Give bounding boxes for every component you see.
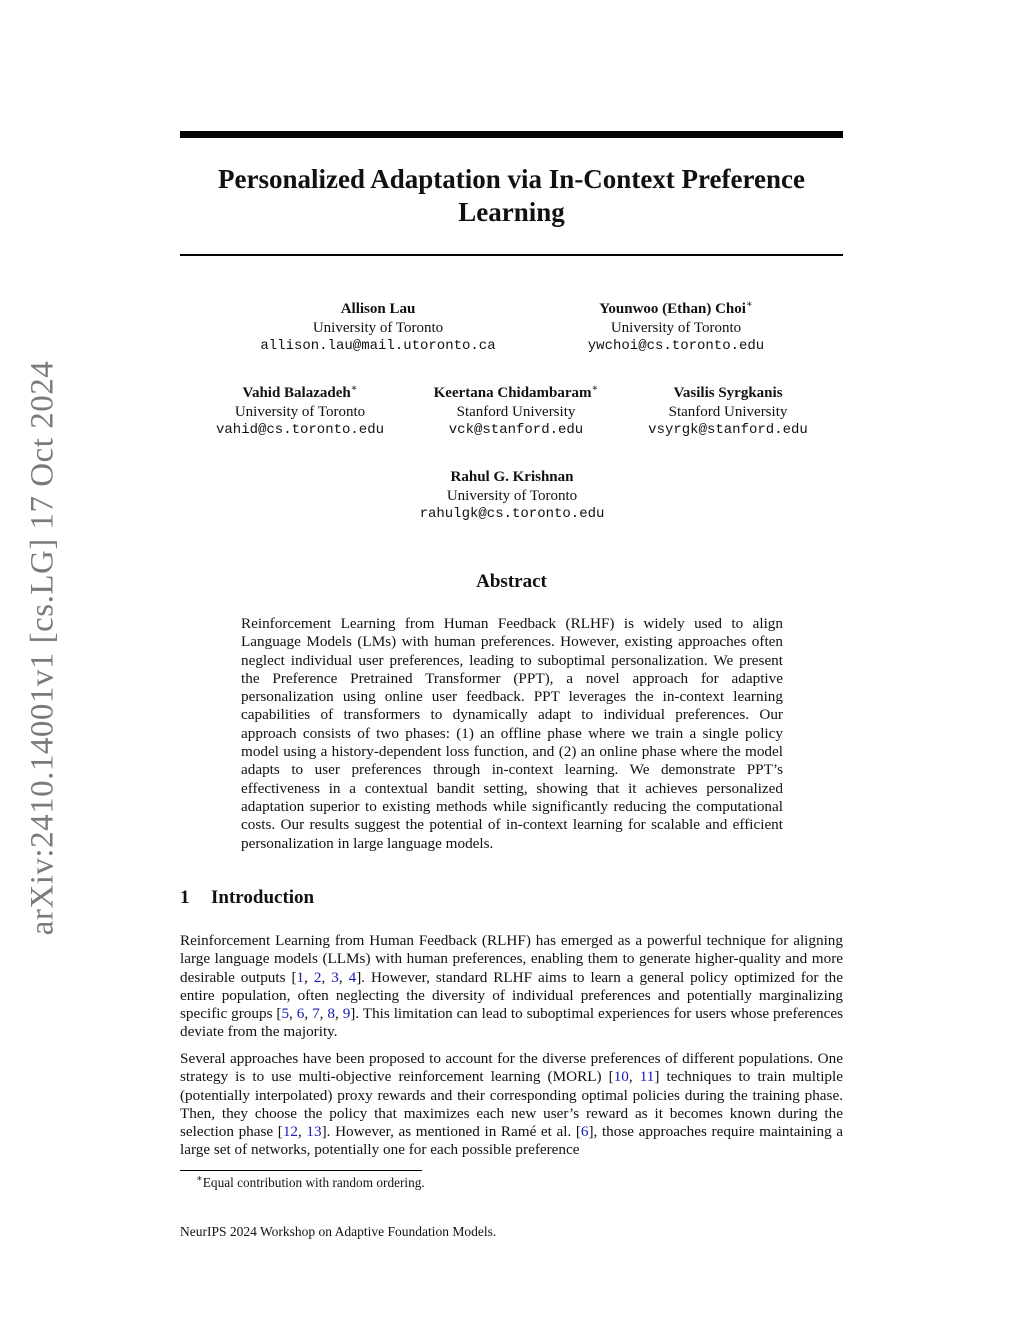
arxiv-stamp: arXiv:2410.14001v1 [cs.LG] 17 Oct 2024 xyxy=(24,360,61,936)
footnote: ∗Equal contribution with random ordering. xyxy=(196,1173,425,1190)
citation-link[interactable]: 4 xyxy=(348,968,357,986)
author-name: Vasilis Syrgkanis xyxy=(673,385,783,401)
citation-link[interactable]: 3 xyxy=(331,968,339,986)
section-number: 1 xyxy=(180,887,190,908)
section-title: Introduction xyxy=(211,887,315,908)
citation-link[interactable]: 6 xyxy=(580,1123,589,1141)
citation-link[interactable]: 13 xyxy=(306,1123,322,1141)
author-block xyxy=(526,300,826,356)
author-affiliation: University of Toronto xyxy=(446,487,578,504)
author-email[interactable]: vsyrgk@stanford.edu xyxy=(648,422,808,438)
author-block xyxy=(372,468,652,524)
author-affiliation: University of Toronto xyxy=(234,403,366,420)
author-affiliation: University of Toronto xyxy=(312,319,444,336)
author-affiliation: Stanford University xyxy=(668,403,788,420)
paper-title: Personalized Adaptation via In-Context Preference Learning xyxy=(218,164,805,227)
author-name: Younwoo (Ethan) Choi∗ xyxy=(599,299,753,317)
abstract-heading: Abstract xyxy=(476,571,547,592)
footnote-rule xyxy=(180,1170,422,1171)
author-name: Keertana Chidambaram∗ xyxy=(433,383,599,401)
intro-paragraph-1: Reinforcement Learning from Human Feedback (RLHF) has emerged as a powerful technique for aligning large language models (LLMs) with human preferences, enabling them to generate higher-quality and more desirable outputs [1, 2, 3, 4]. However, standard RLHF aims to learn a general policy optimized for the entire population, often neglecting the diversity of individual preferences and potentially marginalizing specific groups [5, 6, 7, 8, 9]. This limitation can lead to suboptimal experiences for users whose preferences deviate from the majority. xyxy=(180,932,844,1041)
citation-link[interactable]: 2 xyxy=(313,968,322,986)
author-email[interactable]: allison.lau@mail.utoronto.ca xyxy=(260,338,496,354)
author-name: Vahid Balazadeh∗ xyxy=(242,383,358,401)
author-name: Allison Lau xyxy=(340,301,416,317)
author-email[interactable]: vck@stanford.edu xyxy=(448,422,584,438)
author-affiliation: University of Toronto xyxy=(610,319,742,336)
intro-paragraph-2: Several approaches have been proposed to account for the diverse preferences of different populations. One strategy is to use multi-objective reinforcement learning (MORL) [10, 11] techniques to train multiple (potentially interpolated) proxy rewards and their corresponding optimal policies during the training phase. Then, they choose the policy that maximizes each new user’s reward as it becomes known during the selection phase [12, 13]. However, as mentioned in Ramé et al. [6], those approaches require maintaining a large set of networks, potentially one for each possible preference xyxy=(180,1050,844,1159)
author-block xyxy=(228,300,528,356)
citation-link[interactable]: 10 xyxy=(613,1068,629,1086)
title-top-rule xyxy=(180,131,843,138)
venue-note: NeurIPS 2024 Workshop on Adaptive Foundation Models. xyxy=(180,1224,497,1239)
abstract-text: Reinforcement Learning from Human Feedback (RLHF) is widely used to align Language Models (LMs) with human preferences. However, existing approaches often neglect individual user preferences, leading to suboptimal personalization. We present the Preference Pretrained Transformer (PPT), a novel approach for adaptive personalization using online user feedback. PPT leverages the in-context learning capabilities of transformers to dynamically adapt to individual preferences. Our approach consists of two phases: (1) an offline phase where we train a single policy model using a history-dependent loss function, and (2) an online phase where the model adapts to user preferences through in-context learning. We demonstrate PPT’s effectiveness in a contextual bandit setting, showing that it achieves personalized adaptation superior to existing methods while significantly reducing the computational costs. Our results suggest the potential of in-context learning for scalable and efficient personalization in large language models. xyxy=(241,615,783,852)
author-block xyxy=(618,384,838,440)
author-email[interactable]: ywchoi@cs.toronto.edu xyxy=(587,338,765,354)
citation-link[interactable]: 6 xyxy=(296,1005,305,1023)
author-block xyxy=(396,384,636,440)
citation-link[interactable]: 5 xyxy=(281,1005,290,1023)
citation-link[interactable]: 11 xyxy=(639,1068,655,1086)
section-heading xyxy=(180,887,314,909)
author-email[interactable]: rahulgk@cs.toronto.edu xyxy=(419,506,605,522)
citation-link[interactable]: 12 xyxy=(282,1123,299,1141)
title-bottom-rule xyxy=(180,254,843,256)
citation-link[interactable]: 7 xyxy=(312,1005,320,1023)
author-name: Rahul G. Krishnan xyxy=(450,469,574,485)
author-email[interactable]: vahid@cs.toronto.edu xyxy=(215,422,385,438)
citation-link[interactable]: 8 xyxy=(327,1005,335,1023)
author-block xyxy=(190,384,410,440)
author-affiliation: Stanford University xyxy=(456,403,576,420)
citation-link[interactable]: 1 xyxy=(296,968,305,986)
citation-link[interactable]: 9 xyxy=(342,1005,351,1023)
